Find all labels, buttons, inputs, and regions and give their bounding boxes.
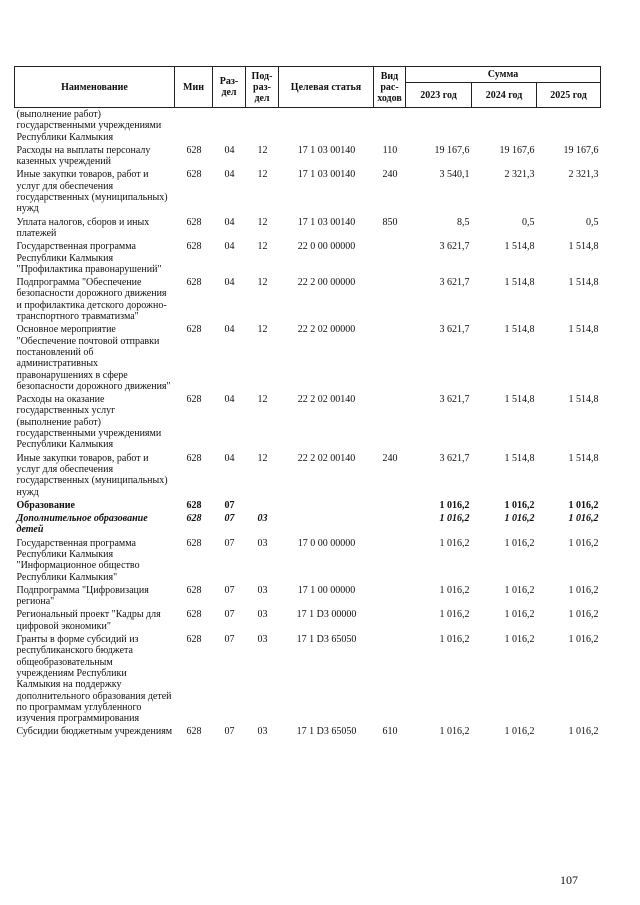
cell-sum-2024: 1 514,8 <box>504 394 535 406</box>
cell-razdel: 04 <box>224 216 235 228</box>
cell-sum-2024: 1 514,8 <box>504 324 535 336</box>
cell-vid-rashodov <box>374 323 406 393</box>
cell-sum-2025: 1 016,2 <box>568 634 599 646</box>
cell-sum-2024: 1 016,2 <box>504 537 535 549</box>
cell-podrazdel: 03 <box>257 513 268 525</box>
cell-sum-2024: 2 321,3 <box>504 169 535 181</box>
cell-min: 628 <box>186 726 202 738</box>
cell-name: Дополнительное образование детей <box>16 513 148 536</box>
cell-sum-2025: 1 514,8 <box>568 394 599 406</box>
table-row <box>15 584 601 609</box>
cell-podrazdel <box>246 108 279 144</box>
cell-sum-2025: 1 016,2 <box>568 499 599 511</box>
cell-min: 628 <box>186 499 202 511</box>
cell-sum-2024: 1 514,8 <box>504 277 535 289</box>
cell-podrazdel: 12 <box>257 144 268 156</box>
budget-table-container <box>14 66 600 739</box>
cell-sum-2023: 19 167,6 <box>434 144 470 156</box>
table-row <box>15 608 601 633</box>
cell-razdel: 07 <box>224 537 235 549</box>
cell-sum-2023: 1 016,2 <box>439 609 470 621</box>
cell-podrazdel: 12 <box>257 216 268 228</box>
table-row <box>15 216 601 241</box>
header-podrazdel: Под-раз-дел <box>246 67 279 108</box>
table-row <box>15 393 601 451</box>
cell-sum-2025: 0,5 <box>586 216 599 228</box>
cell-celevaya-statya: 17 1 03 00140 <box>297 216 356 228</box>
cell-podrazdel: 12 <box>257 394 268 406</box>
cell-name: Региональный проект "Кадры для цифровой экономики" <box>16 609 161 632</box>
table-row <box>15 168 601 215</box>
cell-min: 628 <box>186 609 202 621</box>
cell-sum-2024: 19 167,6 <box>499 144 535 156</box>
cell-vid-rashodov: 240 <box>382 169 398 181</box>
table-row <box>15 512 601 537</box>
cell-podrazdel <box>246 499 279 512</box>
cell-sum-2025: 1 016,2 <box>568 513 599 525</box>
cell-celevaya-statya: 22 0 00 00000 <box>297 241 356 253</box>
cell-sum-2025: 1 016,2 <box>568 609 599 621</box>
cell-sum-2025: 1 514,8 <box>568 241 599 253</box>
table-row <box>15 276 601 323</box>
cell-sum-2023: 3 621,7 <box>439 324 470 336</box>
cell-min: 628 <box>186 144 202 156</box>
cell-name: Субсидии бюджетным учреждениям <box>16 726 173 738</box>
cell-razdel: 04 <box>224 452 235 464</box>
cell-vid-rashodov <box>374 499 406 512</box>
cell-sum-2023: 1 016,2 <box>439 537 470 549</box>
cell-celevaya-statya <box>279 499 374 512</box>
table-header <box>15 67 601 108</box>
cell-min: 628 <box>186 241 202 253</box>
cell-razdel: 04 <box>224 277 235 289</box>
cell-sum-2025: 1 514,8 <box>568 277 599 289</box>
cell-celevaya-statya: 22 2 02 00000 <box>297 324 356 336</box>
cell-celevaya-statya: 22 2 00 00000 <box>297 277 356 289</box>
cell-sum-2023: 1 016,2 <box>439 634 470 646</box>
cell-name: Образование <box>16 499 75 511</box>
cell-vid-rashodov <box>374 393 406 451</box>
cell-min: 628 <box>186 452 202 464</box>
header-year-2024: 2024 год <box>472 83 537 108</box>
cell-name: Подпрограмма "Обеспечение безопасности дорожного движения и профилактика детского дорожно-транспортного травматизма" <box>16 277 167 323</box>
cell-min: 628 <box>186 537 202 549</box>
cell-vid-rashodov <box>374 584 406 609</box>
cell-sum-2025 <box>537 108 601 144</box>
cell-name: Уплата налогов, сборов и иных платежей <box>16 216 150 239</box>
cell-sum-2023: 8,5 <box>457 216 470 228</box>
cell-name: (выполнение работ) государственными учреждениями Республики Калмыкия <box>16 109 162 143</box>
cell-vid-rashodov <box>374 108 406 144</box>
cell-name: Иные закупки товаров, работ и услуг для обеспечения государственных (муниципальных) нужд <box>16 452 168 498</box>
cell-min: 628 <box>186 169 202 181</box>
cell-podrazdel: 12 <box>257 277 268 289</box>
cell-celevaya-statya: 17 1 D3 00000 <box>296 609 357 621</box>
cell-razdel: 04 <box>224 324 235 336</box>
cell-min: 628 <box>186 394 202 406</box>
cell-min: 628 <box>186 584 202 596</box>
cell-min <box>175 108 213 144</box>
cell-sum-2025: 1 514,8 <box>568 324 599 336</box>
cell-razdel <box>213 108 246 144</box>
table-row <box>15 144 601 169</box>
table-row <box>15 108 601 144</box>
header-celevaya-statya: Целевая статья <box>279 67 374 108</box>
cell-vid-rashodov <box>374 537 406 584</box>
cell-min: 628 <box>186 216 202 228</box>
cell-sum-2024: 1 016,2 <box>504 726 535 738</box>
cell-razdel: 07 <box>224 634 235 646</box>
header-name: Наименование <box>15 67 175 108</box>
cell-sum-2025: 2 321,3 <box>568 169 599 181</box>
cell-podrazdel: 03 <box>257 609 268 621</box>
table-row <box>15 537 601 584</box>
header-year-2023: 2023 год <box>406 83 472 108</box>
cell-sum-2024: 1 016,2 <box>504 499 535 511</box>
header-year-2025: 2025 год <box>537 83 601 108</box>
cell-razdel: 07 <box>224 499 235 511</box>
cell-sum-2023: 1 016,2 <box>439 499 470 511</box>
cell-sum-2023: 3 621,7 <box>439 394 470 406</box>
cell-sum-2024: 1 514,8 <box>504 241 535 253</box>
cell-razdel: 07 <box>224 726 235 738</box>
cell-celevaya-statya: 17 1 D3 65050 <box>296 634 357 646</box>
cell-razdel: 07 <box>224 513 235 525</box>
cell-podrazdel: 12 <box>257 324 268 336</box>
cell-sum-2025: 1 016,2 <box>568 726 599 738</box>
cell-sum-2024 <box>472 108 537 144</box>
table-row <box>15 725 601 738</box>
cell-razdel: 04 <box>224 144 235 156</box>
cell-sum-2024: 1 514,8 <box>504 452 535 464</box>
cell-sum-2024: 1 016,2 <box>504 513 535 525</box>
cell-sum-2024: 1 016,2 <box>504 584 535 596</box>
cell-sum-2023: 3 621,7 <box>439 277 470 289</box>
cell-sum-2024: 1 016,2 <box>504 634 535 646</box>
cell-sum-2023: 1 016,2 <box>439 726 470 738</box>
page-number: 107 <box>560 873 578 887</box>
cell-razdel: 07 <box>224 609 235 621</box>
cell-sum-2025: 1 016,2 <box>568 584 599 596</box>
cell-vid-rashodov: 850 <box>382 216 398 228</box>
cell-vid-rashodov <box>374 240 406 276</box>
table-row <box>15 499 601 512</box>
cell-min: 628 <box>186 324 202 336</box>
header-razdel: Раз-дел <box>213 67 246 108</box>
table-row <box>15 323 601 393</box>
cell-celevaya-statya <box>279 108 374 144</box>
cell-celevaya-statya: 17 1 03 00140 <box>297 144 356 156</box>
cell-name: Иные закупки товаров, работ и услуг для обеспечения государственных (муниципальных) нужд <box>16 169 168 215</box>
table-row <box>15 452 601 499</box>
cell-razdel: 07 <box>224 584 235 596</box>
cell-sum-2025: 1 514,8 <box>568 452 599 464</box>
cell-sum-2023: 1 016,2 <box>439 584 470 596</box>
table-row <box>15 633 601 725</box>
header-summa: Сумма <box>406 67 601 83</box>
cell-vid-rashodov <box>374 608 406 633</box>
cell-min: 628 <box>186 634 202 646</box>
cell-sum-2023: 3 621,7 <box>439 241 470 253</box>
cell-name: Государственная программа Республики Калмыкия "Профилактика правонарушений" <box>16 241 162 275</box>
table-body <box>15 108 601 739</box>
cell-celevaya-statya: 22 2 02 00140 <box>297 394 356 406</box>
cell-name: Расходы на выплаты персоналу казенных учреждений <box>16 144 151 168</box>
cell-podrazdel: 03 <box>257 634 268 646</box>
cell-vid-rashodov: 610 <box>382 726 398 738</box>
cell-razdel: 04 <box>224 241 235 253</box>
cell-podrazdel: 12 <box>257 169 268 181</box>
cell-sum-2024: 1 016,2 <box>504 609 535 621</box>
cell-name: Подпрограмма "Цифровизация региона" <box>16 584 149 608</box>
cell-sum-2023 <box>406 108 472 144</box>
cell-sum-2023: 1 016,2 <box>439 513 470 525</box>
cell-name: Основное мероприятие "Обеспечение почтовой отправки постановлений об административных правонарушениях в сфере безопасности дорожного движения" <box>16 324 171 392</box>
budget-table <box>14 66 601 739</box>
cell-podrazdel: 12 <box>257 241 268 253</box>
cell-celevaya-statya: 17 1 00 00000 <box>297 584 356 596</box>
cell-celevaya-statya: 17 1 D3 65050 <box>296 726 357 738</box>
cell-podrazdel: 12 <box>257 452 268 464</box>
cell-name: Гранты в форме субсидий из республиканского бюджета общеобразовательным учреждениям Республики Калмыкия на поддержку дополнительного образования детей по программам углубленного изучения программирования <box>16 634 172 725</box>
cell-vid-rashodov <box>374 276 406 323</box>
table-row <box>15 240 601 276</box>
cell-sum-2024: 0,5 <box>522 216 535 228</box>
cell-vid-rashodov <box>374 633 406 725</box>
cell-razdel: 04 <box>224 169 235 181</box>
cell-sum-2025: 19 167,6 <box>563 144 599 156</box>
header-vid-rashodov: Вид рас-ходов <box>374 67 406 108</box>
cell-razdel: 04 <box>224 394 235 406</box>
cell-min: 628 <box>186 277 202 289</box>
cell-vid-rashodov: 110 <box>382 144 398 156</box>
cell-podrazdel: 03 <box>257 726 268 738</box>
cell-vid-rashodov <box>374 512 406 537</box>
cell-sum-2025: 1 016,2 <box>568 537 599 549</box>
cell-sum-2023: 3 621,7 <box>439 452 470 464</box>
header-min: Мин <box>175 67 213 108</box>
cell-podrazdel: 03 <box>257 537 268 549</box>
cell-sum-2023: 3 540,1 <box>439 169 470 181</box>
cell-min: 628 <box>186 513 202 525</box>
cell-celevaya-statya: 17 1 03 00140 <box>297 169 356 181</box>
cell-vid-rashodov: 240 <box>382 452 398 464</box>
cell-name: Государственная программа Республики Калмыкия "Информационное общество Республики Калмыкия" <box>16 537 140 583</box>
cell-celevaya-statya: 22 2 02 00140 <box>297 452 356 464</box>
cell-celevaya-statya <box>279 512 374 537</box>
cell-podrazdel: 03 <box>257 584 268 596</box>
cell-name: Расходы на оказание государственных услуг (выполнение работ) государственными учреждениями Республики Калмыкия <box>16 394 162 451</box>
cell-celevaya-statya: 17 0 00 00000 <box>297 537 356 549</box>
